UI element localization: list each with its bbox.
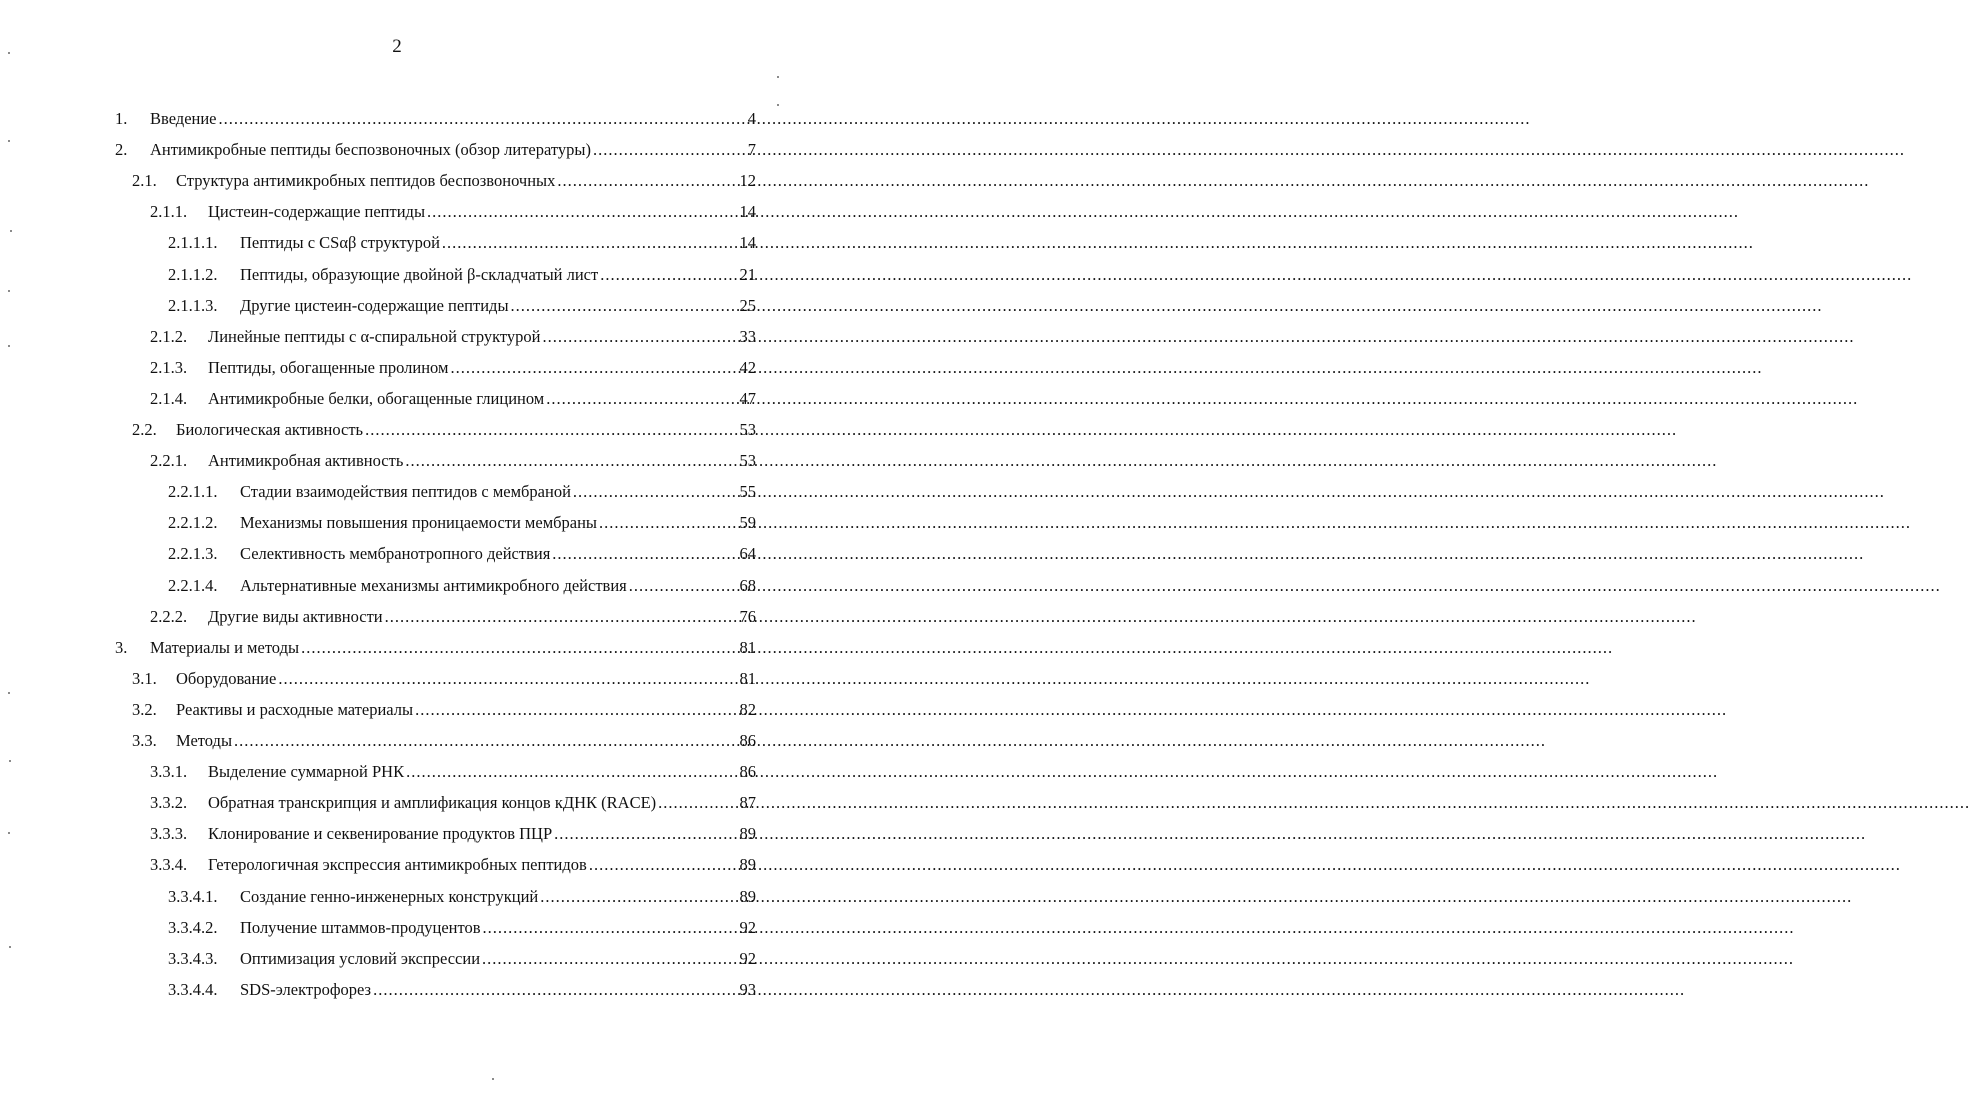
toc-entry[interactable]: [115, 635, 756, 661]
toc-entry-page: 81: [739, 638, 756, 657]
toc-entry-page: 89: [739, 887, 756, 906]
toc-entry-page: 33: [739, 327, 756, 346]
toc-entry-title: Введение: [150, 109, 217, 128]
toc-entry-leader: [593, 137, 746, 163]
toc-entry[interactable]: [150, 355, 756, 381]
toc-entry-number: 2.2.1.4.: [168, 576, 218, 595]
toc-entry-page: 12: [739, 171, 756, 190]
toc-entry-title: Методы: [176, 731, 233, 750]
toc-entry[interactable]: [150, 199, 756, 225]
toc-entry-number: 3.3.4.: [150, 855, 188, 874]
toc-entry[interactable]: [168, 230, 756, 256]
toc-entry-page: 89: [739, 855, 756, 874]
toc-entry-title: Антимикробные белки, обогащенные глицином: [208, 389, 545, 408]
toc-entry-page: 89: [739, 824, 756, 843]
toc-entry-number: 2.2.1.: [150, 451, 188, 470]
toc-entry-page: 7: [747, 140, 756, 159]
toc-entry-page: 82: [739, 700, 756, 719]
toc-entry[interactable]: [150, 821, 756, 847]
toc-entry-page: 42: [739, 358, 756, 377]
toc-entry-page: 93: [739, 980, 756, 999]
toc-entry[interactable]: [132, 666, 756, 692]
toc-entry-number: 2.1.2.: [150, 327, 188, 346]
toc-entry-leader: [600, 262, 737, 288]
toc-entry-title: Оптимизация условий экспрессии: [240, 949, 481, 968]
toc-entry[interactable]: [132, 728, 756, 754]
toc-entry-number: 3.3.: [132, 731, 157, 750]
toc-entry-number: 3.3.4.3.: [168, 949, 218, 968]
toc-entry-number: 3.3.1.: [150, 762, 188, 781]
toc-entry-page: 53: [739, 420, 756, 439]
toc-entry-page: 92: [739, 918, 756, 937]
toc-entry-title: Механизмы повышения проницаемости мембраны: [240, 513, 598, 532]
toc-entry-number: 2.2.1.1.: [168, 482, 218, 501]
toc-entry-leader: [415, 697, 737, 723]
toc-entry-page: 55: [739, 482, 756, 501]
toc-entry-leader: [629, 573, 738, 599]
toc-entry[interactable]: [168, 915, 756, 941]
toc-entry[interactable]: [132, 697, 756, 723]
toc-entry-page: 4: [747, 109, 756, 128]
toc-entry-number: 2.: [115, 140, 128, 159]
toc-entry[interactable]: [168, 510, 756, 536]
toc-entry-page: 86: [739, 762, 756, 781]
toc-entry[interactable]: [150, 604, 756, 630]
toc-entry-page: 81: [739, 669, 756, 688]
toc-entry-page: 14: [739, 233, 756, 252]
toc-entry-title: Антимикробная активность: [208, 451, 404, 470]
toc-entry-title: Альтернативные механизмы антимикробного действия: [240, 576, 627, 595]
toc-entry-number: 2.2.1.3.: [168, 544, 218, 563]
toc-entry-leader: [542, 324, 737, 350]
toc-entry-title: Пептиды, обогащенные пролином: [208, 358, 449, 377]
toc-entry-number: 3.3.4.1.: [168, 887, 218, 906]
toc-entry-page: 14: [739, 202, 756, 221]
toc-entry-title: SDS-электрофорез: [240, 980, 372, 999]
toc-entry[interactable]: [115, 137, 756, 163]
toc-entry-title: Другие цистеин-содержащие пептиды: [240, 296, 509, 315]
toc-entry-number: 3.: [115, 638, 128, 657]
toc-entry-leader: [385, 604, 738, 630]
toc-entry-number: 2.1.1.1.: [168, 233, 218, 252]
toc-entry-title: Структура антимикробных пептидов беспозвоночных: [176, 171, 556, 190]
toc-entry-title: Пептиды с CSαβ структурой: [240, 233, 440, 252]
toc-entry[interactable]: [150, 852, 756, 878]
toc-entry[interactable]: [168, 293, 756, 319]
toc-entry-leader: [546, 386, 737, 412]
toc-entry-leader: [406, 759, 737, 785]
toc-entry-title: Антимикробные пептиды беспозвоночных (обзор литературы): [150, 140, 591, 159]
toc-entry-leader: [450, 355, 737, 381]
toc-entry-leader: [442, 230, 738, 256]
toc-entry-title: Цистеин-содержащие пептиды: [208, 202, 426, 221]
toc-entry-title: Обратная транскрипция и амплификация концов кДНК (RACE): [208, 793, 657, 812]
toc-entry-leader: [573, 479, 738, 505]
toc-entry-page: 86: [739, 731, 756, 750]
toc-entry[interactable]: [150, 790, 756, 816]
toc-entry-title: Оборудование: [176, 669, 277, 688]
toc-entry-leader: [219, 106, 746, 132]
toc-entry[interactable]: [168, 262, 756, 288]
toc-entry-page: 87: [739, 793, 756, 812]
toc-entry-page: 25: [739, 296, 756, 315]
toc-entry-title: Материалы и методы: [150, 638, 300, 657]
toc-entry-title: Получение штаммов-продуцентов: [240, 918, 481, 937]
toc-entry[interactable]: [150, 759, 756, 785]
toc-entry-leader: [427, 199, 737, 225]
toc-entry-leader: [658, 790, 737, 816]
toc-entry-leader: [554, 821, 737, 847]
toc-entry[interactable]: [132, 168, 756, 194]
toc-entry-leader: [483, 915, 738, 941]
toc-entry-number: 2.2.2.: [150, 607, 188, 626]
toc-entry[interactable]: [168, 884, 756, 910]
toc-entry-number: 3.3.4.4.: [168, 980, 218, 999]
toc-entry-number: 2.2.1.2.: [168, 513, 218, 532]
toc-entry-page: 92: [739, 949, 756, 968]
toc-entry-title: Стадии взаимодействия пептидов с мембраной: [240, 482, 571, 501]
toc-entry-number: 2.1.: [132, 171, 157, 190]
toc-entry[interactable]: [150, 448, 756, 474]
toc-entry[interactable]: [150, 324, 756, 350]
toc-entry-title: Селективность мембранотропного действия: [240, 544, 551, 563]
toc-entry-leader: [373, 977, 737, 1003]
toc-entry-number: 3.3.3.: [150, 824, 188, 843]
toc-entry-number: 2.1.3.: [150, 358, 188, 377]
toc-entry-title: Биологическая активность: [176, 420, 364, 439]
toc-entry-page: 47: [739, 389, 756, 408]
toc-entry-leader: [301, 635, 737, 661]
toc-entry[interactable]: [168, 541, 756, 567]
toc-entry-number: 3.2.: [132, 700, 157, 719]
toc-entry-leader: [234, 728, 737, 754]
toc-entry-number: 2.2.: [132, 420, 157, 439]
toc-entry-title: Создание генно-инженерных конструкций: [240, 887, 539, 906]
toc-entry-leader: [365, 417, 737, 443]
page-number: 2: [392, 36, 402, 57]
toc-entry-page: 21: [739, 265, 756, 284]
toc-entry[interactable]: [115, 106, 756, 132]
toc-entry-title: Пептиды, образующие двойной β-складчатый лист: [240, 265, 599, 284]
toc-entry-leader: [552, 541, 737, 567]
toc-entry-page: 76: [739, 607, 756, 626]
toc-entry-title: Реактивы и расходные материалы: [176, 700, 414, 719]
toc-entry-page: 64: [739, 544, 756, 563]
toc-entry-title: Линейные пептиды с α-спиральной структурой: [208, 327, 541, 346]
toc-entry-title: Клонирование и секвенирование продуктов ПЦР: [208, 824, 553, 843]
toc-entry-leader: [599, 510, 737, 536]
toc-entry-leader: [557, 168, 737, 194]
toc-entry-leader: [540, 884, 737, 910]
toc-entry-number: 3.3.4.2.: [168, 918, 218, 937]
toc-entry-page: 59: [739, 513, 756, 532]
toc-entry[interactable]: [168, 573, 756, 599]
toc-entry[interactable]: [132, 417, 756, 443]
toc-entry-number: 2.1.1.2.: [168, 265, 218, 284]
toc-entry[interactable]: [168, 946, 756, 972]
toc-entry-page: 68: [739, 576, 756, 595]
toc-entry-leader: [511, 293, 738, 319]
toc-entry-number: 1.: [115, 109, 128, 128]
toc-entry-title: Гетерологичная экспрессия антимикробных пептидов: [208, 855, 587, 874]
toc-entry-leader: [482, 946, 737, 972]
toc-entry-number: 3.1.: [132, 669, 157, 688]
toc-entry[interactable]: [150, 386, 756, 412]
toc-entry-title: Другие виды активности: [208, 607, 383, 626]
toc-entry[interactable]: [168, 479, 756, 505]
toc-entry[interactable]: [168, 977, 756, 1003]
toc-entry-leader: [278, 666, 737, 692]
toc-entry-number: 3.3.2.: [150, 793, 188, 812]
toc-entry-number: 2.1.1.: [150, 202, 188, 221]
toc-entry-page: 53: [739, 451, 756, 470]
toc-entry-leader: [589, 852, 738, 878]
toc-entry-leader: [405, 448, 737, 474]
toc-entry-number: 2.1.4.: [150, 389, 188, 408]
toc-entry-number: 2.1.1.3.: [168, 296, 218, 315]
toc-entry-title: Выделение суммарной РНК: [208, 762, 405, 781]
